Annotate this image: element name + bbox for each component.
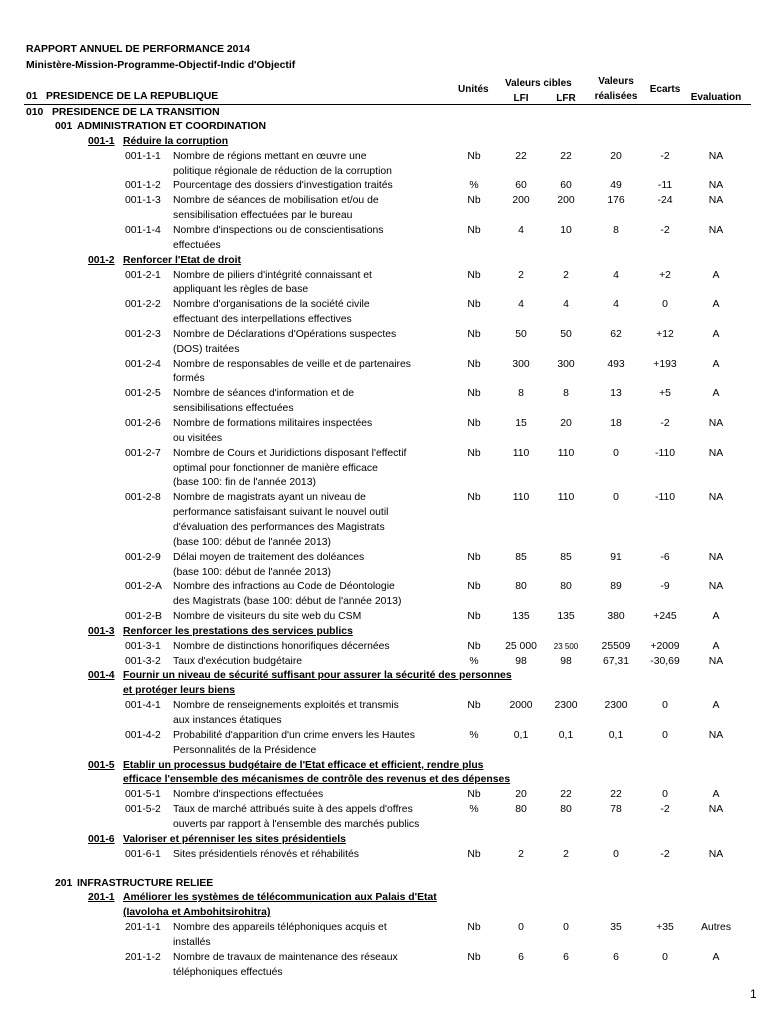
indicator-unit: Nb	[467, 581, 481, 593]
indicator-unit: %	[469, 655, 479, 667]
indicator-label: Taux d'exécution budgétaire	[173, 655, 303, 667]
indicator-label: d'évaluation des performances des Magistrats	[173, 521, 385, 533]
indicator-code: 001-2-4	[125, 358, 161, 370]
indicator-unit: Nb	[467, 388, 481, 400]
indicator-ecart: +35	[656, 922, 674, 934]
objective-code: 001-6	[88, 833, 115, 845]
indicator-label: Nombre d'inspections effectuées	[173, 789, 324, 801]
indicator-ecart: -2	[660, 848, 670, 860]
indicator-code: 001-5-1	[125, 789, 161, 801]
indicator-label: aux instances étatiques	[173, 715, 282, 726]
ministry-name: PRESIDENCE DE LA REPUBLIQUE	[46, 91, 219, 102]
indicator-code: 001-3-1	[125, 640, 161, 652]
indicator-lfr: 20	[560, 418, 572, 429]
indicator-unit: Nb	[467, 299, 481, 311]
col-valeurs-cibles: Valeurs cibles	[505, 78, 572, 89]
indicator-evaluation: NA	[708, 447, 724, 459]
indicator-code: 001-5-2	[125, 804, 161, 816]
indicator-label: Sites présidentiels rénovés et réhabilités	[173, 848, 359, 860]
indicator-lfr: 50	[560, 328, 572, 340]
indicator-code: 001-1-3	[125, 195, 161, 207]
indicator-lfr: 0	[563, 922, 569, 934]
indicator-code: 001-2-7	[125, 447, 161, 459]
indicator-label: (base 100: fin de l'année 2013)	[173, 477, 316, 489]
indicator-realisee: 91	[610, 551, 622, 563]
indicator-label: des Magistrats (base 100: début de l'année 2013)	[173, 596, 402, 608]
indicator-unit: Nb	[467, 224, 481, 236]
indicator-lfr: 110	[557, 447, 575, 459]
indicator-code: 201-1-1	[125, 922, 161, 934]
indicator-label: Nombre de travaux de maintenance des réseaux	[173, 951, 398, 963]
indicator-unit: Nb	[467, 848, 481, 860]
mission-name: PRESIDENCE DE LA TRANSITION	[52, 107, 220, 118]
indicator-evaluation: A	[712, 328, 720, 340]
indicator-lfi: 6	[518, 951, 524, 963]
indicator-realisee: 0	[613, 447, 619, 459]
indicator-realisee: 89	[610, 581, 622, 593]
indicator-lfi: 60	[515, 180, 527, 192]
indicator-label: politique régionale de réduction de la corruption	[173, 165, 392, 177]
indicator-evaluation: NA	[708, 492, 724, 504]
indicator-code: 001-6-1	[125, 848, 161, 860]
col-valeurs: Valeurs	[598, 76, 634, 87]
objective-title: Fournir un niveau de sécurité suffisant pour assurer la sécurité des personnes	[123, 670, 512, 682]
indicator-unit: Nb	[467, 492, 481, 504]
indicator-unit: Nb	[467, 551, 481, 563]
indicator-ecart: 0	[662, 789, 668, 801]
indicator-lfr: 22	[560, 789, 572, 801]
indicator-lfi: 0,1	[513, 729, 529, 741]
indicator-code: 001-2-3	[125, 328, 161, 340]
objective-title: Valoriser et pérenniser les sites présidentiels	[123, 833, 346, 845]
col-unites: Unités	[458, 84, 489, 95]
indicator-code: 001-2-A	[125, 581, 162, 593]
col-ecarts: Ecarts	[649, 84, 681, 95]
indicator-label: sensibilisations effectuées	[173, 403, 294, 415]
indicator-lfi: 85	[515, 551, 527, 563]
indicator-lfr: 135	[557, 611, 575, 623]
indicator-code: 001-4-2	[125, 729, 161, 741]
indicator-ecart: -2	[660, 418, 670, 429]
indicator-realisee: 0	[613, 492, 619, 504]
indicator-label: (base 100: début de l'année 2013)	[173, 566, 331, 578]
indicator-evaluation: A	[712, 951, 720, 963]
indicator-lfi: 20	[515, 789, 527, 801]
indicator-realisee: 25509	[601, 640, 631, 652]
indicator-realisee: 493	[607, 358, 625, 370]
indicator-unit: Nb	[467, 150, 481, 162]
indicator-code: 001-1-1	[125, 150, 161, 162]
indicator-label: Nombre de magistrats ayant un niveau de	[173, 492, 366, 504]
indicator-realisee: 0,1	[608, 729, 624, 741]
indicator-lfr: 80	[560, 581, 572, 593]
indicator-lfi: 2000	[509, 700, 533, 712]
indicator-evaluation: NA	[708, 418, 724, 429]
indicator-code: 001-1-2	[125, 180, 161, 192]
indicator-realisee: 35	[610, 922, 622, 934]
indicator-label: (DOS) traitées	[173, 343, 240, 355]
indicator-ecart: +12	[656, 328, 674, 340]
indicator-lfr: 60	[560, 180, 572, 192]
indicator-evaluation: A	[712, 700, 720, 712]
indicator-lfi: 4	[518, 299, 524, 311]
indicator-ecart: -2	[660, 224, 670, 236]
indicator-lfr: 98	[560, 655, 572, 667]
indicator-lfr: 8	[563, 388, 569, 400]
indicator-unit: Nb	[467, 328, 481, 340]
indicator-code: 001-1-4	[125, 224, 161, 236]
indicator-label: Nombre d'organisations de la société civile	[173, 299, 370, 311]
objective-title: Renforcer les prestations des services publics	[123, 625, 353, 637]
indicator-lfr: 300	[557, 358, 575, 370]
indicator-label: effectuées	[173, 239, 221, 251]
indicator-ecart: +2	[659, 269, 671, 281]
indicator-label: Délai moyen de traitement des doléances	[173, 551, 365, 563]
programme-name: ADMINISTRATION ET COORDINATION	[77, 121, 266, 132]
indicator-realisee: 67,31	[602, 655, 630, 667]
indicator-unit: Nb	[467, 195, 481, 207]
indicator-code: 001-2-B	[125, 611, 162, 623]
indicator-lfi: 8	[518, 388, 524, 400]
indicator-realisee: 8	[613, 224, 619, 236]
indicator-label: Nombre des appareils téléphoniques acquis et	[173, 922, 387, 934]
indicator-lfr: 200	[557, 195, 575, 207]
indicator-unit: Nb	[467, 358, 481, 370]
indicator-code: 001-2-6	[125, 418, 161, 429]
objective-title: (Iavoloha et Ambohitsirohitra)	[123, 907, 271, 919]
objective-code: 001-1	[88, 135, 115, 147]
indicator-evaluation: A	[712, 358, 720, 370]
indicator-label: performance satisfaisant suivant le nouvel outil	[173, 507, 389, 519]
objective-title: Améliorer les systèmes de télécommunication aux Palais d'Etat	[123, 892, 437, 904]
objective-title: Réduire la corruption	[123, 135, 229, 147]
indicator-label: Nombre de piliers d'intégrité connaissant et	[173, 269, 372, 281]
indicator-code: 001-3-2	[125, 655, 161, 667]
indicator-evaluation: Autres	[700, 922, 732, 934]
col-lfr: LFR	[556, 93, 576, 104]
indicator-label: appliquant les règles de base	[173, 284, 309, 296]
indicator-ecart: +245	[653, 611, 677, 623]
indicator-label: ouverts par rapport à l'ensemble des marchés publics	[173, 818, 420, 830]
indicator-lfi: 25 000	[505, 640, 537, 652]
indicator-label: Nombre de distinctions honorifiques décernées	[173, 640, 390, 652]
indicator-label: Nombre de Cours et Juridictions disposant l'effectif	[173, 447, 407, 459]
col-lfi: LFI	[513, 93, 529, 104]
indicator-label: (base 100: début de l'année 2013)	[173, 536, 331, 548]
indicator-ecart: -110	[654, 447, 676, 459]
indicator-code: 001-2-9	[125, 551, 161, 563]
indicator-realisee: 0	[613, 848, 619, 860]
indicator-evaluation: A	[712, 611, 720, 623]
indicator-realisee: 380	[607, 611, 625, 623]
indicator-evaluation: NA	[708, 655, 724, 667]
objective-code: 001-3	[88, 625, 115, 637]
indicator-realisee: 4	[613, 299, 619, 311]
indicator-unit: Nb	[467, 269, 481, 281]
objective-title: et protéger leurs biens	[123, 685, 236, 697]
indicator-unit: Nb	[467, 640, 481, 652]
indicator-lfi: 80	[515, 804, 527, 816]
report-title: RAPPORT ANNUEL DE PERFORMANCE 2014	[26, 44, 251, 55]
indicator-evaluation: NA	[708, 551, 724, 563]
indicator-ecart: -110	[654, 492, 676, 504]
indicator-ecart: -6	[660, 551, 670, 563]
indicator-unit: Nb	[467, 447, 481, 459]
indicator-unit: Nb	[467, 700, 481, 712]
indicator-ecart: -2	[660, 804, 670, 816]
indicator-evaluation: NA	[708, 729, 724, 741]
indicator-label: Nombre de visiteurs du site web du CSM	[173, 611, 362, 623]
indicator-lfi: 200	[512, 195, 530, 207]
indicator-realisee: 62	[610, 328, 622, 340]
indicator-lfr: 10	[560, 224, 572, 236]
indicator-evaluation: NA	[708, 581, 724, 593]
indicator-ecart: -9	[660, 581, 670, 593]
indicator-realisee: 13	[610, 388, 622, 400]
indicator-lfr: 80	[560, 804, 572, 816]
indicator-lfr: 6	[563, 951, 569, 963]
indicator-label: sensibilisation effectuées par le bureau	[173, 210, 353, 222]
objective-code: 001-4	[88, 670, 115, 682]
indicator-code: 001-4-1	[125, 700, 161, 712]
indicator-evaluation: NA	[708, 150, 724, 162]
indicator-label: Nombre de séances de mobilisation et/ou de	[173, 195, 379, 207]
indicator-evaluation: NA	[708, 224, 724, 236]
indicator-unit: Nb	[467, 611, 481, 623]
indicator-evaluation: A	[712, 388, 720, 400]
indicator-label: Nombre d'inspections ou de conscientisations	[173, 224, 384, 236]
indicator-label: Nombre de Déclarations d'Opérations suspectes	[173, 328, 397, 340]
indicator-label: Nombre des infractions au Code de Déontologie	[173, 581, 395, 593]
objective-code: 201-1	[88, 892, 115, 904]
indicator-lfr: 0,1	[558, 729, 574, 741]
indicator-unit: Nb	[467, 789, 481, 801]
indicator-evaluation: A	[712, 299, 720, 311]
indicator-lfi: 15	[515, 418, 527, 429]
indicator-label: ou visitées	[173, 432, 223, 444]
indicator-realisee: 49	[610, 180, 622, 192]
indicator-ecart: -11	[657, 180, 673, 192]
indicator-lfi: 110	[512, 447, 530, 459]
indicator-unit: %	[469, 804, 479, 816]
indicator-evaluation: NA	[708, 848, 724, 860]
indicator-ecart: +2009	[650, 640, 680, 652]
indicator-evaluation: A	[712, 269, 720, 281]
col-evaluation: Evaluation	[690, 92, 742, 103]
indicator-lfi: 2	[518, 848, 524, 860]
indicator-lfr: 23 500	[553, 641, 579, 651]
indicator-lfi: 0	[518, 922, 524, 934]
programme-code: 001	[55, 121, 73, 132]
indicator-lfr: 110	[557, 492, 575, 504]
indicator-evaluation: NA	[708, 180, 724, 192]
page-number: 1	[750, 987, 757, 1001]
indicator-lfi: 135	[512, 611, 530, 623]
indicator-label: Nombre de renseignements exploités et transmis	[173, 700, 399, 712]
indicator-label: Personnalités de la Présidence	[173, 744, 317, 756]
indicator-ecart: -24	[657, 195, 673, 207]
indicator-lfr: 2300	[554, 700, 578, 712]
indicator-label: Nombre de régions mettant en œuvre une	[173, 150, 367, 162]
indicator-ecart: -2	[660, 150, 670, 162]
indicator-label: Nombre de formations militaires inspectées	[173, 418, 373, 429]
indicator-code: 001-2-1	[125, 269, 161, 281]
objective-title: efficace l'ensemble des mécanismes de contrôle des revenus et des dépenses	[123, 774, 511, 786]
indicator-lfi: 4	[518, 224, 524, 236]
indicator-lfi: 22	[515, 150, 527, 162]
indicator-realisee: 78	[610, 804, 622, 816]
header-divider	[24, 104, 751, 105]
indicator-label: formés	[173, 373, 205, 385]
indicator-ecart: 0	[662, 951, 668, 963]
indicator-evaluation: NA	[708, 195, 724, 207]
indicator-label: Probabilité d'apparition d'un crime envers les Hautes	[173, 729, 415, 741]
indicator-code: 001-2-2	[125, 299, 161, 311]
indicator-label: optimal pour fonctionner de manière efficace	[173, 462, 378, 474]
indicator-lfi: 98	[515, 655, 527, 667]
indicator-lfr: 85	[560, 551, 572, 563]
indicator-lfi: 110	[512, 492, 530, 504]
objective-title: Renforcer l'Etat de droit	[123, 254, 241, 266]
programme-code: 201	[55, 877, 73, 889]
objective-title: Etablir un processus budgétaire de l'Etat efficace et efficient, rendre plus	[123, 759, 484, 771]
indicator-unit: Nb	[467, 951, 481, 963]
col-realisees: réalisées	[594, 91, 638, 102]
indicator-label: Pourcentage des dossiers d'investigation traités	[173, 180, 393, 192]
mission-code: 010	[26, 107, 44, 118]
indicator-lfr: 2	[563, 848, 569, 860]
indicator-label: téléphoniques effectués	[173, 966, 283, 978]
indicator-ecart: +5	[659, 388, 671, 400]
indicator-label: Nombre de responsables de veille et de partenaires	[173, 358, 411, 370]
indicator-unit: Nb	[467, 922, 481, 934]
indicator-code: 001-2-8	[125, 492, 161, 504]
indicator-code: 001-2-5	[125, 388, 161, 400]
ministry-code: 01	[26, 91, 38, 102]
indicator-code: 201-1-2	[125, 951, 161, 963]
indicator-realisee: 176	[607, 195, 625, 207]
indicator-realisee: 6	[613, 951, 619, 963]
indicator-evaluation: NA	[708, 804, 724, 816]
indicator-lfi: 50	[515, 328, 527, 340]
indicator-lfr: 2	[563, 269, 569, 281]
indicator-unit: %	[469, 180, 479, 192]
report-subtitle: Ministère-Mission-Programme-Objectif-Indic d'Objectif	[26, 60, 296, 71]
indicator-label: effectuant des interpellations effectives	[173, 314, 352, 326]
indicator-lfi: 300	[512, 358, 530, 370]
indicator-realisee: 18	[610, 418, 622, 429]
indicator-ecart: 0	[662, 729, 668, 741]
indicator-label: installés	[173, 936, 211, 948]
indicator-lfr: 4	[563, 299, 569, 311]
indicator-label: Nombre de séances d'information et de	[173, 388, 355, 400]
indicator-label: Taux de marché attribués suite à des appels d'offres	[173, 804, 413, 816]
indicator-unit: %	[469, 729, 479, 741]
indicator-lfi: 80	[515, 581, 527, 593]
indicator-evaluation: A	[712, 789, 720, 801]
indicator-realisee: 22	[610, 789, 622, 801]
indicator-realisee: 20	[610, 150, 622, 162]
indicator-ecart: +193	[653, 358, 677, 370]
indicator-realisee: 2300	[604, 700, 628, 712]
indicator-ecart: 0	[662, 299, 668, 311]
indicator-realisee: 4	[613, 269, 619, 281]
indicator-lfi: 2	[518, 269, 524, 281]
indicator-evaluation: A	[712, 640, 720, 652]
objective-code: 001-5	[88, 759, 115, 771]
indicator-unit: Nb	[467, 418, 481, 429]
programme-name: INFRASTRUCTURE RELIEE	[77, 877, 214, 889]
indicator-lfr: 22	[560, 150, 572, 162]
indicator-ecart: -30,69	[650, 655, 680, 667]
indicator-ecart: 0	[662, 700, 668, 712]
objective-code: 001-2	[88, 254, 115, 266]
